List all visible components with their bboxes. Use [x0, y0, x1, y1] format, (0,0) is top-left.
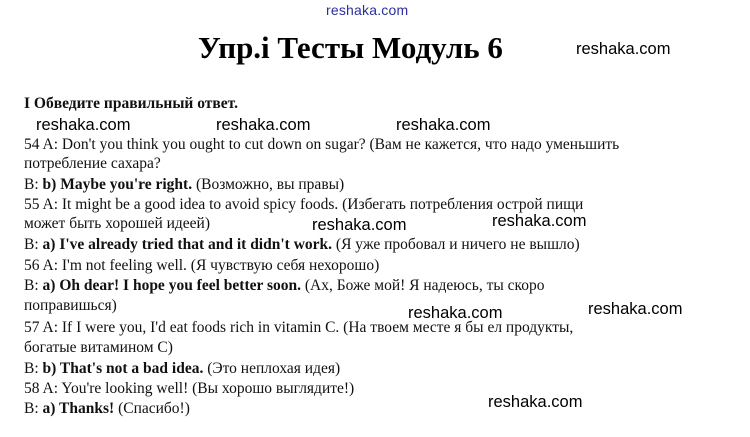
text-line: может быть хорошей идеей) [24, 215, 211, 232]
watermark: reshaka.com [36, 116, 131, 134]
answer-choice: b) That's not a bad idea. [42, 360, 204, 377]
text-line: потребление сахара? [24, 155, 161, 172]
text-line: 55 A: It might be a good idea to avoid spicy foods. (Избегать потребления острой пищи [24, 196, 584, 213]
answer-prefix: B: [24, 176, 43, 193]
watermark: reshaka.com [588, 300, 683, 318]
answer-line [24, 277, 545, 295]
top-watermark: reshaka.com [326, 2, 409, 18]
answer-line [24, 400, 190, 418]
page-title: Упр.i Тесты Модуль 6 [198, 30, 503, 65]
text-line: 58 A: You're looking well! (Вы хорошо выглядите!) [24, 380, 355, 397]
text-line: поправишься) [24, 297, 117, 314]
answer-translation: (Это неплохая идея) [203, 360, 341, 377]
answer-line [24, 236, 580, 254]
watermark: reshaka.com [488, 393, 583, 411]
watermark: reshaka.com [408, 304, 503, 322]
answer-translation: (Возможно, вы правы) [192, 176, 345, 193]
text-line: 57 A: If I were you, I'd eat foods rich in vitamin C. (На твоем месте я бы ел продукты, [24, 319, 574, 336]
answer-choice: a) I've already tried that and it didn't work. [42, 236, 333, 253]
answer-prefix: B: [24, 360, 43, 377]
answer-translation: (Спасибо!) [114, 400, 190, 417]
text-line: 54 A: Don't you think you ought to cut down on sugar? (Вам не кажется, что надо уменьшить [24, 136, 620, 153]
instruction: I Обведите правильный ответ. [24, 95, 238, 112]
answer-translation: (Я уже пробовал и ничего не вышло) [332, 236, 580, 253]
text-line: 56 A: I'm not feeling well. (Я чувствую себя нехорошо) [24, 257, 380, 274]
watermark: reshaka.com [312, 216, 407, 234]
text-line: богатые витамином С) [24, 339, 173, 356]
watermark: reshaka.com [396, 116, 491, 134]
answer-line [24, 176, 344, 194]
answer-translation: (Ах, Боже мой! Я надеюсь, ты скоро [301, 277, 545, 294]
answer-prefix: B: [24, 400, 43, 417]
watermark: reshaka.com [216, 116, 311, 134]
answer-prefix: B: [24, 277, 43, 294]
watermark: reshaka.com [576, 40, 671, 58]
answer-choice: b) Maybe you're right. [42, 176, 193, 193]
answer-line [24, 360, 340, 378]
answer-choice: a) Thanks! [42, 400, 115, 417]
answer-prefix: B: [24, 236, 43, 253]
watermark: reshaka.com [492, 212, 587, 230]
answer-choice: a) Oh dear! I hope you feel better soon. [42, 277, 301, 294]
